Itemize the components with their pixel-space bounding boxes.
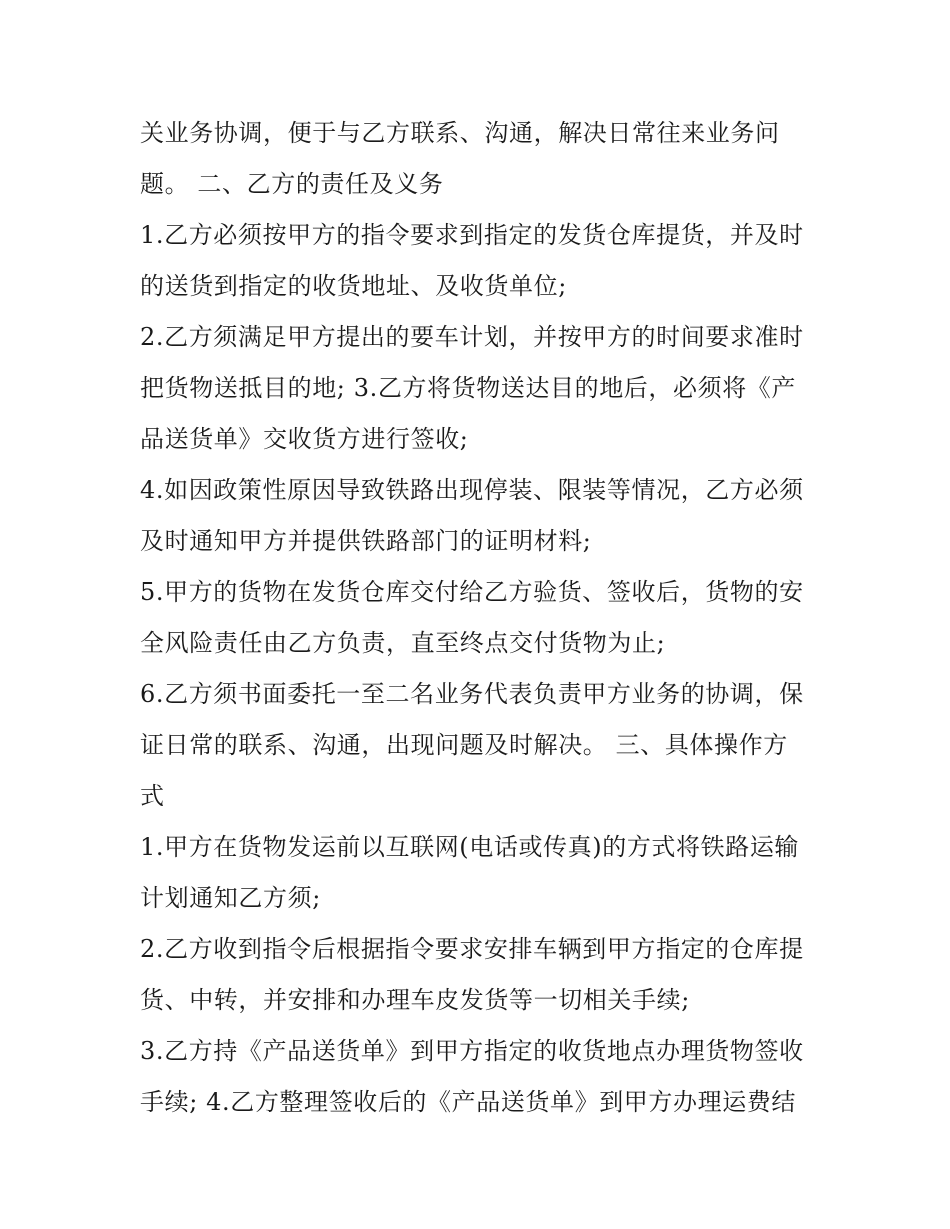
text-line: 手续; 4.乙方整理签收后的《产品送货单》到甲方办理运费结 (140, 1088, 797, 1116)
text-line: 式 (140, 782, 165, 810)
text-line: 4.如因政策性原因导致铁路出现停装、限装等情况，乙方必须 (140, 476, 804, 504)
text-line: 3.乙方持《产品送货单》到甲方指定的收货地点办理货物签收 (140, 1037, 804, 1065)
text-line: 2.乙方收到指令后根据指令要求安排车辆到甲方指定的仓库提 (140, 935, 804, 963)
text-line: 5.甲方的货物在发货仓库交付给乙方验货、签收后，货物的安 (140, 578, 804, 606)
text-line: 品送货单》交收货方进行签收; (140, 425, 469, 453)
text-line: 的送货到指定的收货地址、及收货单位; (140, 272, 567, 300)
text-line: 货、中转，并安排和办理车皮发货等一切相关手续; (140, 986, 690, 1014)
text-line: 6.乙方须书面委托一至二名业务代表负责甲方业务的协调，保 (140, 680, 804, 708)
text-line: 题。 二、乙方的责任及义务 (140, 170, 444, 198)
text-line: 及时通知甲方并提供铁路部门的证明材料; (140, 527, 592, 555)
text-line: 把货物送抵目的地; 3.乙方将货物送达目的地后，必须将《产 (140, 374, 797, 402)
text-line: 计划通知乙方须; (140, 884, 321, 912)
text-line: 2.乙方须满足甲方提出的要车计划，并按甲方的时间要求准时 (140, 323, 804, 351)
text-line: 关业务协调，便于与乙方联系、沟通，解决日常往来业务问 (140, 119, 780, 147)
text-line: 全风险责任由乙方负责，直至终点交付货物为止; (140, 629, 666, 657)
text-line: 1.甲方在货物发运前以互联网(电话或传真)的方式将铁路运输 (140, 833, 800, 861)
document-body (140, 108, 820, 1128)
text-line: 1.乙方必须按甲方的指令要求到指定的发货仓库提货，并及时 (140, 221, 804, 249)
text-line: 证日常的联系、沟通，出现问题及时解决。 三、具体操作方 (140, 731, 788, 759)
